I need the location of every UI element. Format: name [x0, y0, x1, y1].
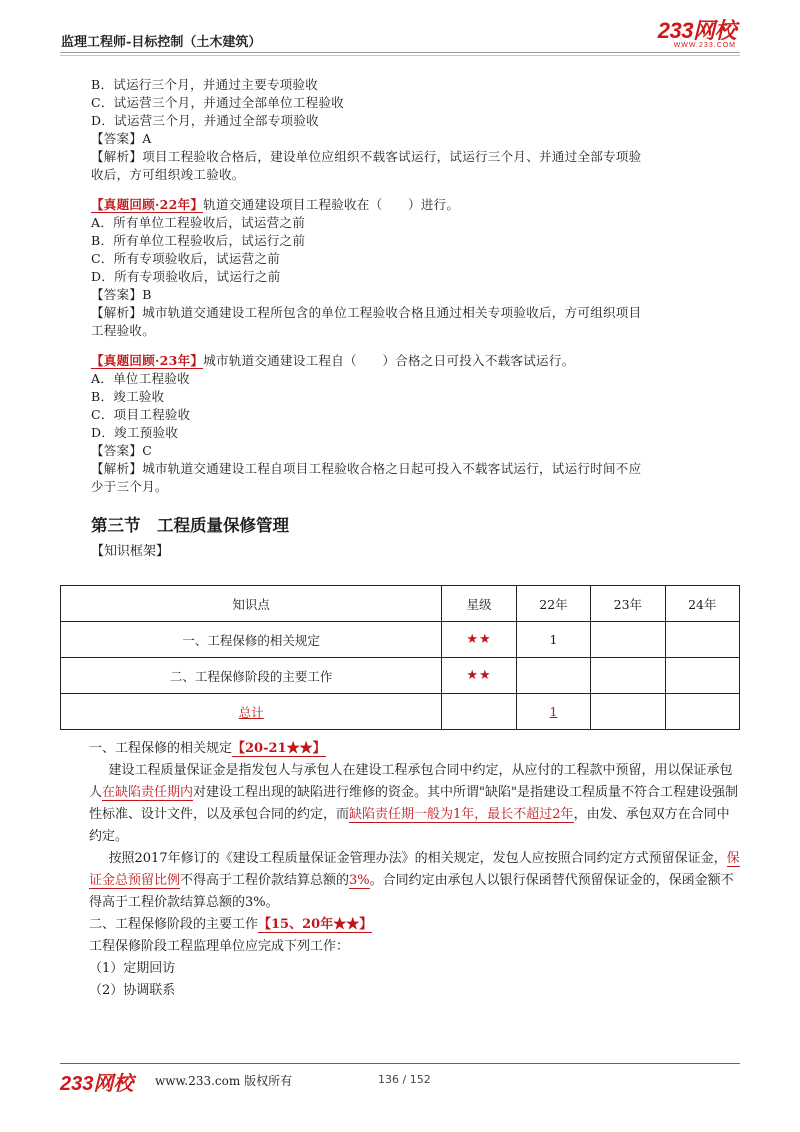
question-22: [91, 196, 741, 340]
analysis-line: 收后，方可组织竣工验收。: [91, 167, 245, 182]
item-cell: 二、工程保修阶段的主要工作: [61, 658, 442, 694]
text-run: ，由发、承包双方在合同中约定。: [89, 807, 730, 844]
analysis-line: 【解析】城市轨道交通建设工程自项目工程验收合格之日起可投入不载客试运行，试运行时间不应: [91, 461, 642, 476]
stem-text: 城市轨道交通建设工程自（ ）合格之日可投入不载客试运行。: [203, 353, 575, 368]
header-cell: 星级: [442, 586, 516, 622]
option-b: B．所有单位工程验收后，试运行之前: [91, 233, 306, 248]
highlight: 3%: [349, 873, 370, 888]
header-divider-thin: [60, 55, 740, 56]
brand-logo-top: [658, 20, 736, 50]
header-cell: 24年: [665, 586, 739, 622]
star-rating: ★★: [442, 622, 516, 658]
subheading-1: [89, 738, 741, 760]
answer: 【答案】A: [91, 131, 152, 146]
question-stem: [91, 352, 741, 370]
analysis-line: 【解析】项目工程验收合格后，建设单位应组织不载客试运行，试运行三个月、并通过全部专项验: [91, 149, 642, 164]
table-row: [61, 622, 740, 658]
question-stem: [91, 196, 741, 214]
answer: 【答案】C: [91, 443, 153, 458]
exam-tag: 【真题回顾·22年】: [91, 197, 204, 212]
list-item: （2）协调联系: [89, 983, 176, 998]
subheading-text: 二、工程保修阶段的主要工作: [89, 917, 259, 932]
prev-question: [91, 76, 741, 184]
section-title: 第三节 工程质量保修管理: [91, 516, 289, 535]
analysis-line: 工程验收。: [91, 323, 156, 338]
table-row: [61, 658, 740, 694]
table-total-row: [61, 694, 740, 730]
option-c: C．所有专项验收后，试运营之前: [91, 251, 281, 266]
header-cell: 知识点: [61, 586, 442, 622]
table-header-row: [61, 586, 740, 622]
subheading-text: 一、工程保修的相关规定: [89, 741, 233, 756]
analysis: [91, 148, 741, 184]
questions-content: [91, 76, 741, 562]
footer-divider: [60, 1063, 740, 1064]
highlight: 保证金总预留比例: [89, 851, 740, 888]
exam-frequency-tag: 【15、20年★★】: [258, 917, 373, 932]
star-rating: ★★: [442, 658, 516, 694]
header-divider: [60, 52, 740, 53]
paragraph-2: [89, 848, 741, 914]
total-link: 总计: [238, 704, 264, 720]
analysis-line: 少于三个月。: [91, 479, 168, 494]
paragraph-3: 工程保修阶段工程监理单位应完成下列工作：: [89, 939, 350, 954]
year-cell: [591, 622, 665, 658]
option-b: B．试运行三个月，并通过主要专项验收: [91, 77, 319, 92]
total-value: 1: [549, 704, 558, 719]
option-d: D．所有专项验收后，试运行之前: [91, 269, 281, 284]
highlight: 缺陷责任期一般为1年，最长不超过2年: [349, 807, 574, 822]
paragraph-1: [89, 760, 741, 848]
framework-label: 【知识框架】: [91, 544, 170, 559]
text-run: 按照2017年修订的《建设工程质量保证金管理办法》的相关规定，发包人应按照合同约定方式预留保证金，: [108, 851, 727, 866]
exam-frequency-tag: 【20-21★★】: [232, 741, 326, 756]
total-y24: [665, 694, 739, 730]
year-cell: 1: [516, 622, 590, 658]
text-run: 建设工程质量保证金是指发包人与承包人在建设工程承包合同中约定，从应付的工程款中预留，用以保证承包人: [89, 763, 733, 800]
year-cell: [516, 658, 590, 694]
option-a: A．单位工程验收: [91, 371, 190, 386]
total-y22: [516, 694, 590, 730]
header-cell: 23年: [591, 586, 665, 622]
highlight: 在缺陷责任期内: [102, 785, 194, 800]
body-text: [89, 738, 741, 1002]
text-run: 对建设工程出现的缺陷进行维修的资金。其中所谓"缺陷"是指建设工程质量不符合工程建设强制性标准、设计文件，以及承包合同的约定，而: [89, 785, 738, 822]
text-run: 不得高于工程价款结算总额的: [180, 873, 350, 888]
option-a: A．所有单位工程验收后，试运营之前: [91, 215, 306, 230]
year-cell: [591, 658, 665, 694]
question-23: [91, 352, 741, 496]
year-cell: [665, 658, 739, 694]
item-cell: 一、工程保修的相关规定: [61, 622, 442, 658]
analysis: [91, 304, 741, 340]
option-b: B．竣工验收: [91, 389, 165, 404]
total-y23: [591, 694, 665, 730]
page-number: 136 / 152: [378, 1073, 431, 1086]
brand-logo-text: 233网校: [657, 18, 736, 43]
header-cell: 22年: [516, 586, 590, 622]
document-header-title: 监理工程师-目标控制（土木建筑）: [61, 35, 262, 50]
total-stars: [442, 694, 516, 730]
text-run: 。合同约定由承包人以银行保函替代预留保证金的，保函金额不得高于工程价款结算总额的3%。: [89, 873, 734, 910]
option-c: C．项目工程验收: [91, 407, 191, 422]
knowledge-table: [60, 585, 740, 730]
footer-copyright: www.233.com 版权所有: [155, 1074, 293, 1088]
analysis: [91, 460, 741, 496]
analysis-line: 【解析】城市轨道交通建设工程所包含的单位工程验收合格且通过相关专项验收后，方可组织项目: [91, 305, 642, 320]
list-item: （1）定期回访: [89, 961, 176, 976]
total-label: [61, 694, 442, 730]
exam-tag: 【真题回顾·23年】: [91, 353, 204, 368]
footer-logo: 233网校: [60, 1073, 134, 1095]
option-d: D．竣工预验收: [91, 425, 179, 440]
subheading-2: [89, 914, 741, 936]
stem-text: 轨道交通建设项目工程验收在（ ）进行。: [203, 197, 460, 212]
option-d: D．试运营三个月，并通过全部专项验收: [91, 113, 319, 128]
option-c: C．试运营三个月，并通过全部单位工程验收: [91, 95, 345, 110]
answer: 【答案】B: [91, 287, 152, 302]
year-cell: [665, 622, 739, 658]
brand-url: WWW.233.COM: [673, 42, 736, 49]
